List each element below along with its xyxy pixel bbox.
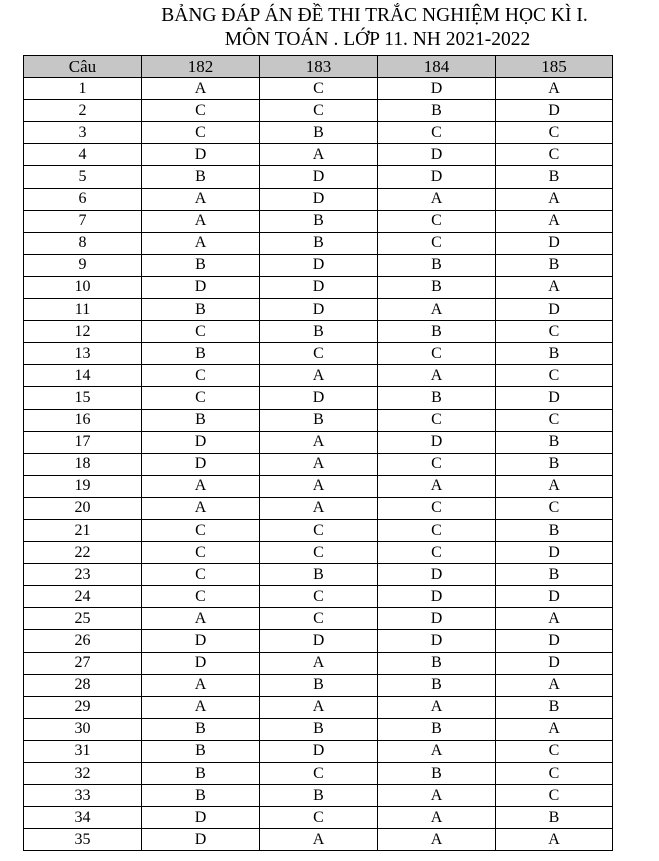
table-row: [24, 431, 613, 453]
answer-184-cell: B: [378, 718, 496, 740]
answer-182-cell: B: [142, 166, 260, 188]
question-number-cell: 22: [24, 542, 142, 564]
answer-184-cell: C: [378, 343, 496, 365]
answer-184-cell: A: [378, 696, 496, 718]
answer-185-cell: C: [496, 763, 613, 785]
answer-184-cell: C: [378, 210, 496, 232]
table-row: [24, 409, 613, 431]
answer-183-cell: C: [260, 100, 378, 122]
answer-185-cell: D: [496, 542, 613, 564]
question-number-cell: 32: [24, 763, 142, 785]
answer-185-cell: A: [496, 188, 613, 210]
answer-185-cell: A: [496, 276, 613, 298]
table-row: [24, 718, 613, 740]
table-row: [24, 829, 613, 851]
answer-184-cell: A: [378, 829, 496, 851]
answer-184-cell: A: [378, 188, 496, 210]
answer-182-cell: D: [142, 630, 260, 652]
answer-185-cell: C: [496, 365, 613, 387]
table-row: [24, 763, 613, 785]
answer-185-cell: A: [496, 829, 613, 851]
table-row: [24, 497, 613, 519]
answer-183-cell: C: [260, 519, 378, 541]
answer-184-cell: B: [378, 276, 496, 298]
answer-182-cell: C: [142, 122, 260, 144]
table-row: [24, 276, 613, 298]
question-number-cell: 35: [24, 829, 142, 851]
table-row: [24, 188, 613, 210]
table-row: [24, 453, 613, 475]
table-row: [24, 807, 613, 829]
answer-183-cell: C: [260, 586, 378, 608]
title-line-1: BẢNG ĐÁP ÁN ĐỀ THI TRẮC NGHIỆM HỌC KÌ I.: [161, 5, 588, 26]
answer-183-cell: D: [260, 299, 378, 321]
answer-182-cell: A: [142, 608, 260, 630]
answer-183-cell: A: [260, 453, 378, 475]
answer-183-cell: B: [260, 564, 378, 586]
answer-182-cell: B: [142, 785, 260, 807]
answer-182-cell: A: [142, 210, 260, 232]
answer-185-cell: C: [496, 409, 613, 431]
question-number-cell: 1: [24, 78, 142, 100]
table-row: [24, 144, 613, 166]
answer-183-cell: B: [260, 785, 378, 807]
question-number-cell: 2: [24, 100, 142, 122]
table-row: [24, 122, 613, 144]
answer-185-cell: B: [496, 254, 613, 276]
table-row: [24, 519, 613, 541]
answer-185-cell: B: [496, 453, 613, 475]
document-title: [0, 4, 659, 52]
answer-183-cell: C: [260, 542, 378, 564]
answer-182-cell: B: [142, 409, 260, 431]
answer-182-cell: C: [142, 519, 260, 541]
header-row: [24, 56, 613, 78]
answer-185-cell: A: [496, 718, 613, 740]
answer-183-cell: C: [260, 763, 378, 785]
answer-182-cell: D: [142, 829, 260, 851]
answer-182-cell: A: [142, 696, 260, 718]
answer-184-cell: C: [378, 453, 496, 475]
answer-184-cell: C: [378, 497, 496, 519]
answer-182-cell: D: [142, 144, 260, 166]
answer-184-cell: B: [378, 674, 496, 696]
answer-185-cell: D: [496, 586, 613, 608]
question-number-cell: 29: [24, 696, 142, 718]
answer-185-cell: D: [496, 100, 613, 122]
table-row: [24, 586, 613, 608]
answer-182-cell: B: [142, 343, 260, 365]
question-number-cell: 27: [24, 652, 142, 674]
header-exam-code-182: 182: [142, 56, 260, 78]
answer-183-cell: C: [260, 343, 378, 365]
answer-183-cell: A: [260, 144, 378, 166]
table-row: [24, 365, 613, 387]
answer-185-cell: C: [496, 740, 613, 762]
table-row: [24, 696, 613, 718]
answer-184-cell: D: [378, 78, 496, 100]
answer-185-cell: D: [496, 232, 613, 254]
answer-182-cell: C: [142, 321, 260, 343]
answer-182-cell: D: [142, 652, 260, 674]
answer-182-cell: A: [142, 674, 260, 696]
question-number-cell: 31: [24, 740, 142, 762]
answer-185-cell: D: [496, 630, 613, 652]
answer-183-cell: D: [260, 630, 378, 652]
answer-183-cell: D: [260, 188, 378, 210]
answer-183-cell: A: [260, 497, 378, 519]
question-number-cell: 14: [24, 365, 142, 387]
question-number-cell: 21: [24, 519, 142, 541]
answer-185-cell: C: [496, 122, 613, 144]
answer-184-cell: D: [378, 608, 496, 630]
table-row: [24, 785, 613, 807]
table-row: [24, 542, 613, 564]
question-number-cell: 28: [24, 674, 142, 696]
answer-185-cell: B: [496, 166, 613, 188]
answer-184-cell: A: [378, 785, 496, 807]
answer-185-cell: D: [496, 299, 613, 321]
table-row: [24, 166, 613, 188]
answer-184-cell: D: [378, 144, 496, 166]
title-line-2: MÔN TOÁN . LỚP 11. NH 2021-2022: [224, 29, 531, 50]
answer-key-table: [23, 55, 613, 851]
answer-185-cell: A: [496, 608, 613, 630]
answer-185-cell: A: [496, 210, 613, 232]
table-row: [24, 254, 613, 276]
answer-184-cell: A: [378, 740, 496, 762]
question-number-cell: 4: [24, 144, 142, 166]
table-body: [24, 78, 613, 851]
table-row: [24, 608, 613, 630]
question-number-cell: 5: [24, 166, 142, 188]
answer-184-cell: A: [378, 807, 496, 829]
table-row: [24, 321, 613, 343]
answer-184-cell: A: [378, 299, 496, 321]
answer-182-cell: C: [142, 564, 260, 586]
question-number-cell: 23: [24, 564, 142, 586]
table-row: [24, 674, 613, 696]
table-row: [24, 210, 613, 232]
answer-182-cell: C: [142, 365, 260, 387]
answer-183-cell: A: [260, 475, 378, 497]
answer-182-cell: C: [142, 586, 260, 608]
table-row: [24, 475, 613, 497]
answer-184-cell: C: [378, 232, 496, 254]
question-number-cell: 3: [24, 122, 142, 144]
answer-183-cell: B: [260, 210, 378, 232]
question-number-cell: 33: [24, 785, 142, 807]
table-row: [24, 652, 613, 674]
answer-183-cell: A: [260, 431, 378, 453]
table-row: [24, 232, 613, 254]
header-question: Câu: [24, 56, 142, 78]
question-number-cell: 24: [24, 586, 142, 608]
question-number-cell: 34: [24, 807, 142, 829]
answer-185-cell: A: [496, 78, 613, 100]
table-row: [24, 740, 613, 762]
answer-184-cell: A: [378, 365, 496, 387]
answer-182-cell: A: [142, 475, 260, 497]
answer-184-cell: D: [378, 431, 496, 453]
answer-183-cell: D: [260, 276, 378, 298]
answer-184-cell: B: [378, 387, 496, 409]
table-row: [24, 630, 613, 652]
answer-184-cell: B: [378, 100, 496, 122]
question-number-cell: 25: [24, 608, 142, 630]
answer-185-cell: D: [496, 652, 613, 674]
answer-182-cell: A: [142, 188, 260, 210]
question-number-cell: 16: [24, 409, 142, 431]
answer-184-cell: C: [378, 519, 496, 541]
answer-183-cell: B: [260, 122, 378, 144]
question-number-cell: 26: [24, 630, 142, 652]
answer-185-cell: D: [496, 387, 613, 409]
header-exam-code-185: 185: [496, 56, 613, 78]
answer-183-cell: A: [260, 365, 378, 387]
answer-183-cell: A: [260, 829, 378, 851]
answer-184-cell: D: [378, 564, 496, 586]
question-number-cell: 20: [24, 497, 142, 519]
answer-182-cell: B: [142, 763, 260, 785]
table-row: [24, 78, 613, 100]
answer-183-cell: D: [260, 740, 378, 762]
answer-182-cell: C: [142, 100, 260, 122]
answer-182-cell: A: [142, 78, 260, 100]
answer-184-cell: D: [378, 630, 496, 652]
question-number-cell: 19: [24, 475, 142, 497]
answer-182-cell: C: [142, 387, 260, 409]
answer-185-cell: C: [496, 144, 613, 166]
answer-185-cell: B: [496, 431, 613, 453]
answer-185-cell: B: [496, 696, 613, 718]
answer-182-cell: A: [142, 232, 260, 254]
answer-185-cell: A: [496, 475, 613, 497]
answer-182-cell: D: [142, 807, 260, 829]
table-row: [24, 299, 613, 321]
table-row: [24, 343, 613, 365]
answer-183-cell: B: [260, 409, 378, 431]
answer-183-cell: D: [260, 254, 378, 276]
question-number-cell: 9: [24, 254, 142, 276]
answer-183-cell: C: [260, 807, 378, 829]
answer-182-cell: B: [142, 740, 260, 762]
answer-182-cell: D: [142, 453, 260, 475]
answer-183-cell: C: [260, 608, 378, 630]
answer-182-cell: C: [142, 542, 260, 564]
answer-182-cell: B: [142, 299, 260, 321]
answer-185-cell: B: [496, 807, 613, 829]
answer-183-cell: B: [260, 718, 378, 740]
answer-184-cell: C: [378, 542, 496, 564]
answer-184-cell: B: [378, 652, 496, 674]
answer-185-cell: B: [496, 343, 613, 365]
answer-184-cell: C: [378, 122, 496, 144]
answer-183-cell: B: [260, 232, 378, 254]
answer-184-cell: B: [378, 254, 496, 276]
answer-182-cell: D: [142, 276, 260, 298]
question-number-cell: 17: [24, 431, 142, 453]
question-number-cell: 12: [24, 321, 142, 343]
answer-185-cell: B: [496, 519, 613, 541]
answer-184-cell: B: [378, 763, 496, 785]
table-row: [24, 387, 613, 409]
question-number-cell: 13: [24, 343, 142, 365]
question-number-cell: 10: [24, 276, 142, 298]
answer-184-cell: A: [378, 475, 496, 497]
answer-184-cell: D: [378, 166, 496, 188]
question-number-cell: 6: [24, 188, 142, 210]
answer-183-cell: C: [260, 78, 378, 100]
answer-183-cell: D: [260, 166, 378, 188]
question-number-cell: 7: [24, 210, 142, 232]
answer-182-cell: B: [142, 254, 260, 276]
answer-185-cell: C: [496, 785, 613, 807]
answer-182-cell: A: [142, 497, 260, 519]
table-header: [24, 56, 613, 78]
header-exam-code-184: 184: [378, 56, 496, 78]
answer-183-cell: B: [260, 321, 378, 343]
answer-184-cell: C: [378, 409, 496, 431]
header-exam-code-183: 183: [260, 56, 378, 78]
answer-184-cell: D: [378, 586, 496, 608]
answer-182-cell: D: [142, 431, 260, 453]
answer-183-cell: D: [260, 387, 378, 409]
question-number-cell: 15: [24, 387, 142, 409]
answer-183-cell: A: [260, 652, 378, 674]
question-number-cell: 11: [24, 299, 142, 321]
answer-185-cell: C: [496, 321, 613, 343]
answer-183-cell: A: [260, 696, 378, 718]
answer-185-cell: B: [496, 564, 613, 586]
answer-183-cell: B: [260, 674, 378, 696]
answer-185-cell: A: [496, 674, 613, 696]
answer-185-cell: C: [496, 497, 613, 519]
answer-182-cell: B: [142, 718, 260, 740]
table-row: [24, 100, 613, 122]
question-number-cell: 18: [24, 453, 142, 475]
answer-184-cell: B: [378, 321, 496, 343]
question-number-cell: 30: [24, 718, 142, 740]
question-number-cell: 8: [24, 232, 142, 254]
table-row: [24, 564, 613, 586]
